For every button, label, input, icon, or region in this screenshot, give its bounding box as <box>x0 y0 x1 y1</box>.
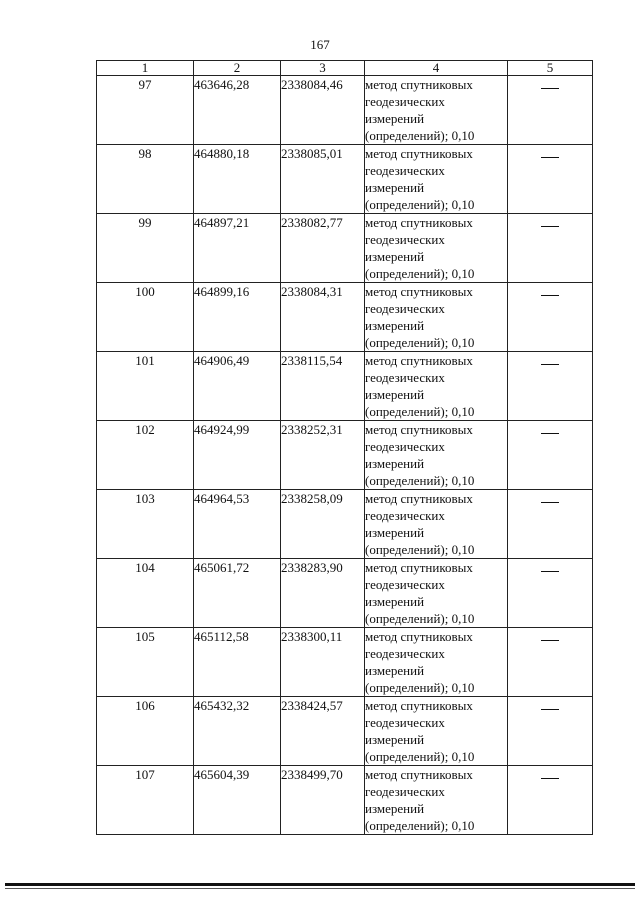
method-cell <box>365 697 508 766</box>
method-line: метод спутниковых <box>365 77 473 92</box>
x-coordinate-cell: 464899,16 <box>194 283 281 352</box>
y-coordinate-cell: 2338424,57 <box>281 697 365 766</box>
method-line: геодезических <box>365 577 445 592</box>
method-line: (определений); 0,10 <box>365 611 475 626</box>
table-row <box>97 421 593 490</box>
bottom-rule-thin <box>5 888 635 889</box>
x-coordinate-cell: 465432,32 <box>194 697 281 766</box>
method-line: измерений <box>365 732 425 747</box>
note-cell <box>508 490 593 559</box>
table-row <box>97 766 593 835</box>
note-cell <box>508 628 593 697</box>
method-cell <box>365 352 508 421</box>
method-line: метод спутниковых <box>365 767 473 782</box>
method-cell <box>365 490 508 559</box>
dash-mark <box>541 502 559 503</box>
table-row <box>97 283 593 352</box>
y-coordinate-cell: 2338252,31 <box>281 421 365 490</box>
method-line: геодезических <box>365 370 445 385</box>
dash-mark <box>541 640 559 641</box>
note-cell <box>508 559 593 628</box>
method-line: измерений <box>365 525 425 540</box>
x-coordinate-cell: 464964,53 <box>194 490 281 559</box>
table-header <box>97 61 593 76</box>
method-line: измерений <box>365 180 425 195</box>
note-cell <box>508 352 593 421</box>
method-line: геодезических <box>365 94 445 109</box>
dash-mark <box>541 709 559 710</box>
method-line: (определений); 0,10 <box>365 266 475 281</box>
method-cell <box>365 559 508 628</box>
method-cell <box>365 421 508 490</box>
point-number-cell: 101 <box>97 352 194 421</box>
method-line: (определений); 0,10 <box>365 542 475 557</box>
x-coordinate-cell: 464906,49 <box>194 352 281 421</box>
table-row <box>97 352 593 421</box>
method-line: метод спутниковых <box>365 284 473 299</box>
point-number-cell: 105 <box>97 628 194 697</box>
x-coordinate-cell: 465061,72 <box>194 559 281 628</box>
method-line: измерений <box>365 249 425 264</box>
x-coordinate-cell: 464897,21 <box>194 214 281 283</box>
method-line: геодезических <box>365 439 445 454</box>
y-coordinate-cell: 2338084,46 <box>281 76 365 145</box>
method-line: измерений <box>365 387 425 402</box>
x-coordinate-cell: 464924,99 <box>194 421 281 490</box>
method-line: (определений); 0,10 <box>365 749 475 764</box>
table-row <box>97 697 593 766</box>
method-line: измерений <box>365 594 425 609</box>
dash-mark <box>541 364 559 365</box>
method-line: (определений); 0,10 <box>365 128 475 143</box>
dash-mark <box>541 295 559 296</box>
y-coordinate-cell: 2338082,77 <box>281 214 365 283</box>
method-line: метод спутниковых <box>365 215 473 230</box>
dash-mark <box>541 88 559 89</box>
method-line: геодезических <box>365 646 445 661</box>
method-cell <box>365 145 508 214</box>
table-row <box>97 214 593 283</box>
method-line: измерений <box>365 318 425 333</box>
dash-mark <box>541 778 559 779</box>
method-cell <box>365 76 508 145</box>
column-header-1: 1 <box>97 61 194 76</box>
y-coordinate-cell: 2338300,11 <box>281 628 365 697</box>
method-line: измерений <box>365 456 425 471</box>
method-line: (определений); 0,10 <box>365 335 475 350</box>
method-line: метод спутниковых <box>365 353 473 368</box>
method-line: (определений); 0,10 <box>365 818 475 833</box>
y-coordinate-cell: 2338084,31 <box>281 283 365 352</box>
point-number-cell: 97 <box>97 76 194 145</box>
x-coordinate-cell: 464880,18 <box>194 145 281 214</box>
method-line: геодезических <box>365 163 445 178</box>
method-cell <box>365 628 508 697</box>
method-line: (определений); 0,10 <box>365 197 475 212</box>
y-coordinate-cell: 2338283,90 <box>281 559 365 628</box>
column-header-5: 5 <box>508 61 593 76</box>
note-cell <box>508 76 593 145</box>
table-row <box>97 628 593 697</box>
dash-mark <box>541 157 559 158</box>
method-line: (определений); 0,10 <box>365 404 475 419</box>
method-line: геодезических <box>365 715 445 730</box>
method-line: геодезических <box>365 232 445 247</box>
point-number-cell: 103 <box>97 490 194 559</box>
table-row <box>97 490 593 559</box>
method-line: геодезических <box>365 784 445 799</box>
point-number-cell: 106 <box>97 697 194 766</box>
dash-mark <box>541 433 559 434</box>
x-coordinate-cell: 463646,28 <box>194 76 281 145</box>
method-cell <box>365 214 508 283</box>
method-line: метод спутниковых <box>365 422 473 437</box>
dash-mark <box>541 226 559 227</box>
note-cell <box>508 697 593 766</box>
table-row <box>97 145 593 214</box>
point-number-cell: 102 <box>97 421 194 490</box>
table-row <box>97 76 593 145</box>
y-coordinate-cell: 2338085,01 <box>281 145 365 214</box>
coordinates-table <box>96 60 593 835</box>
x-coordinate-cell: 465604,39 <box>194 766 281 835</box>
method-line: метод спутниковых <box>365 629 473 644</box>
point-number-cell: 100 <box>97 283 194 352</box>
method-line: геодезических <box>365 508 445 523</box>
method-line: измерений <box>365 111 425 126</box>
y-coordinate-cell: 2338115,54 <box>281 352 365 421</box>
method-line: измерений <box>365 801 425 816</box>
method-line: метод спутниковых <box>365 560 473 575</box>
column-header-4: 4 <box>365 61 508 76</box>
table-body <box>97 76 593 835</box>
note-cell <box>508 214 593 283</box>
header-row <box>97 61 593 76</box>
y-coordinate-cell: 2338499,70 <box>281 766 365 835</box>
method-line: метод спутниковых <box>365 146 473 161</box>
column-header-2: 2 <box>194 61 281 76</box>
note-cell <box>508 283 593 352</box>
point-number-cell: 98 <box>97 145 194 214</box>
dash-mark <box>541 571 559 572</box>
bottom-rule <box>5 883 635 886</box>
note-cell <box>508 421 593 490</box>
column-header-3: 3 <box>281 61 365 76</box>
method-line: метод спутниковых <box>365 491 473 506</box>
page-number: 167 <box>310 37 330 52</box>
method-line: (определений); 0,10 <box>365 473 475 488</box>
method-cell <box>365 283 508 352</box>
note-cell <box>508 766 593 835</box>
point-number-cell: 104 <box>97 559 194 628</box>
method-line: метод спутниковых <box>365 698 473 713</box>
y-coordinate-cell: 2338258,09 <box>281 490 365 559</box>
method-line: (определений); 0,10 <box>365 680 475 695</box>
note-cell <box>508 145 593 214</box>
point-number-cell: 99 <box>97 214 194 283</box>
method-line: геодезических <box>365 301 445 316</box>
table-row <box>97 559 593 628</box>
method-line: измерений <box>365 663 425 678</box>
method-cell <box>365 766 508 835</box>
point-number-cell: 107 <box>97 766 194 835</box>
x-coordinate-cell: 465112,58 <box>194 628 281 697</box>
